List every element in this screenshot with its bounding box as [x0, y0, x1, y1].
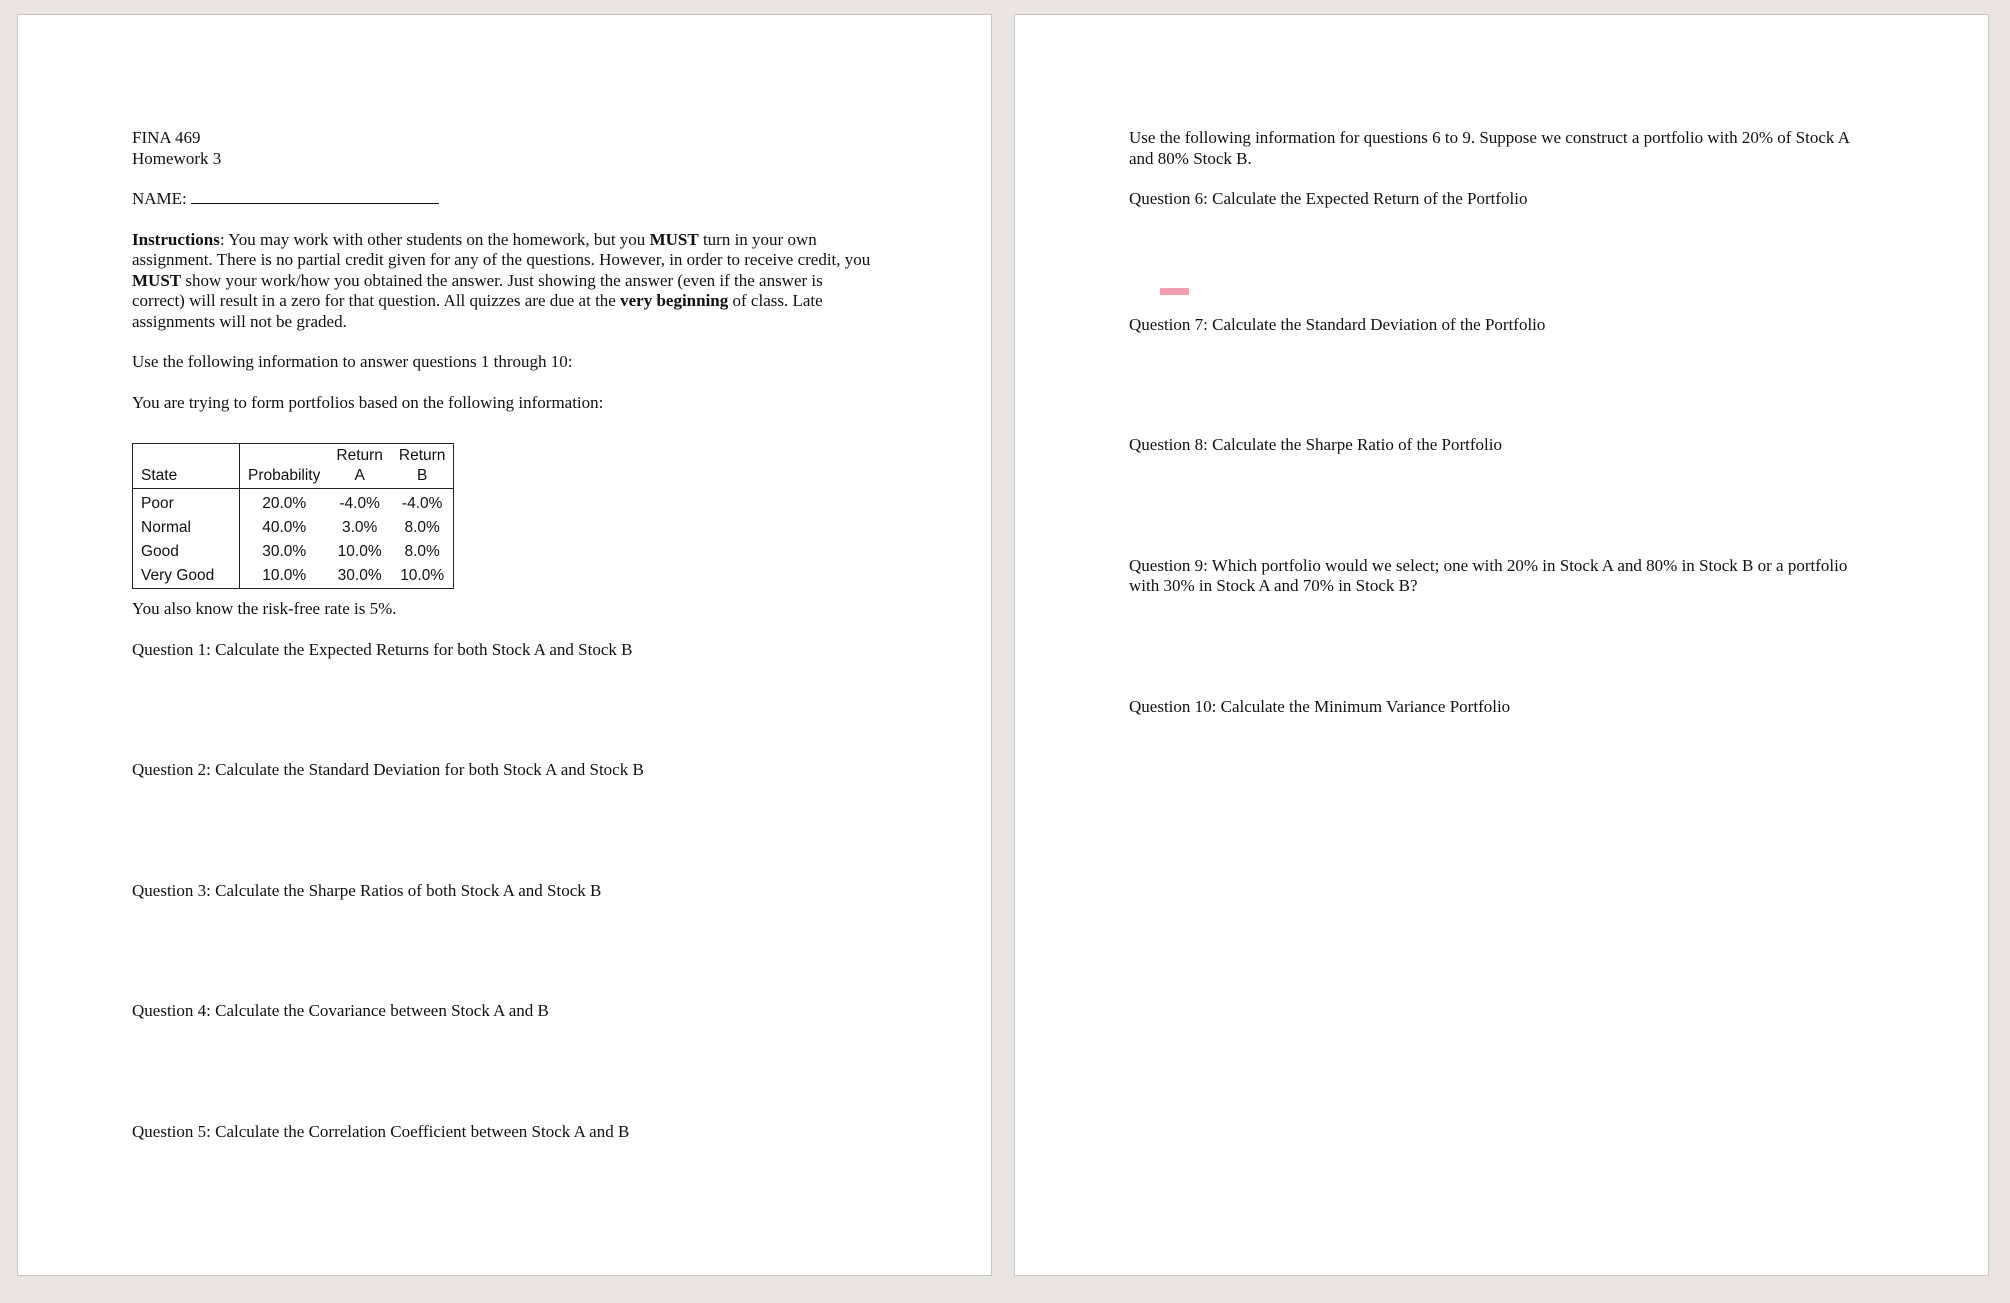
question-6: Question 6: Calculate the Expected Return of the Portfolio — [1129, 189, 1528, 208]
instructions-very-beginning: very beginning — [620, 291, 729, 310]
intro-text: You are trying to form portfolios based on the following information: — [132, 392, 604, 412]
cell-probability: 30.0% — [262, 543, 307, 560]
header-return-b: Return B — [391, 444, 454, 489]
instructions-text-1: : You may work with other students on the homework, but you — [219, 229, 650, 249]
cell-return-a: 30.0% — [337, 567, 382, 584]
header-return-a: Return A — [328, 444, 391, 489]
instructions-text-4: of class. Late assignments will not be graded. — [132, 291, 823, 331]
name-field — [132, 189, 892, 210]
instructions-must-2: MUST — [132, 270, 182, 290]
document-page-2 — [1014, 14, 1989, 1276]
risk-free-text: You also know the risk-free rate is 5%. — [132, 599, 397, 618]
instructions-text-3: show your work/how you obtained the answer. Just showing the answer (even if the answer is correct) will result in a zero for that question. All quizzes are due at the — [132, 270, 823, 310]
question-8: Question 8: Calculate the Sharpe Ratio of the Portfolio — [1129, 435, 1502, 454]
cell-return-b: 8.0% — [404, 519, 440, 536]
question-7: Question 7: Calculate the Standard Deviation of the Portfolio — [1129, 314, 1546, 334]
question-9: Question 9: Which portfolio would we select; one with 20% in Stock A and 80% in Stock B or a portfolio with 30% in Stock A and 70% in Stock B? — [1129, 555, 1848, 595]
cell-return-b: 10.0% — [400, 567, 445, 584]
cell-return-a: 10.0% — [337, 543, 382, 560]
cell-return-b: -4.0% — [401, 495, 443, 512]
question-10: Question 10: Calculate the Minimum Variance Portfolio — [1129, 696, 1511, 716]
cell-state: Good — [133, 540, 240, 564]
assignment-title: Homework 3 — [132, 148, 222, 168]
table-row — [133, 516, 454, 540]
cell-probability: 20.0% — [262, 495, 307, 512]
question-3: Question 3: Calculate the Sharpe Ratios of both Stock A and Stock B — [132, 880, 602, 900]
question-5: Question 5: Calculate the Correlation Coefficient between Stock A and B — [132, 1121, 630, 1141]
cell-return-b: 8.0% — [404, 543, 440, 560]
document-page-1 — [17, 14, 992, 1276]
page-2-content — [1129, 128, 1889, 717]
name-label: NAME: — [132, 189, 187, 208]
cell-state: Normal — [133, 516, 240, 540]
instructions-paragraph — [132, 230, 877, 333]
cell-probability: 10.0% — [262, 567, 307, 584]
header-state: State — [133, 444, 240, 489]
table-row — [133, 540, 454, 564]
page-1-content — [132, 128, 892, 1142]
cell-return-a: 3.0% — [341, 519, 378, 536]
cell-return-a: -4.0% — [339, 495, 380, 512]
table-row — [133, 489, 454, 517]
question-1: Question 1: Calculate the Expected Returns for both Stock A and Stock B — [132, 639, 633, 659]
highlight-marker — [1160, 288, 1189, 295]
table-header-row — [133, 444, 454, 489]
instructions-text-2: turn in your own assignment. There is no partial credit given for any of the questions. However, in order to receive credit, you — [132, 229, 871, 269]
use-info-text: Use the following information to answer questions 1 through 10: — [132, 352, 573, 371]
instructions-must-1: MUST — [649, 229, 699, 249]
question-2: Question 2: Calculate the Standard Deviation for both Stock A and Stock B — [132, 760, 644, 779]
cell-state: Very Good — [133, 564, 240, 589]
returns-table — [132, 443, 454, 589]
portfolio-intro: Use the following information for questions 6 to 9. Suppose we construct a portfolio with 20% of Stock A and 80% Stock B. — [1129, 128, 1850, 168]
table-row — [133, 564, 454, 589]
question-4: Question 4: Calculate the Covariance between Stock A and B — [132, 1001, 549, 1020]
name-blank-line — [191, 189, 439, 204]
instructions-label: Instructions — [132, 229, 220, 249]
cell-probability: 40.0% — [262, 519, 307, 536]
header-probability: Probability — [240, 444, 329, 489]
course-code: FINA 469 — [132, 128, 201, 147]
cell-state: Poor — [133, 489, 240, 517]
